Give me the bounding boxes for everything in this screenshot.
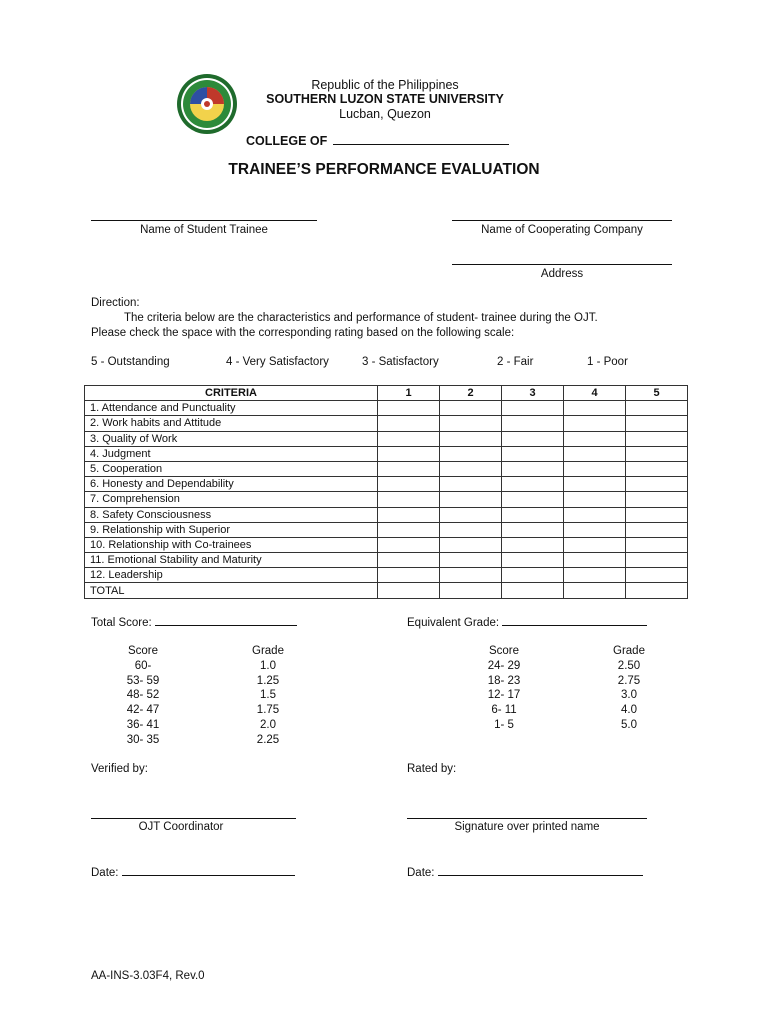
total-score-field[interactable] [91, 615, 297, 629]
college-field[interactable] [246, 134, 509, 148]
rating-cell-4[interactable] [564, 446, 626, 461]
rating-cell-4[interactable] [564, 461, 626, 476]
grade-value: 1.5 [260, 689, 276, 702]
grade-value: 4.0 [621, 704, 637, 717]
grade-row [459, 718, 679, 733]
table-row [85, 492, 688, 507]
rating-cell-1[interactable] [378, 431, 440, 446]
rating-cell-3[interactable] [502, 583, 564, 598]
rating-cell-2[interactable] [440, 507, 502, 522]
republic-heading: Republic of the Philippines [311, 78, 459, 92]
rating-header-2: 2 [440, 386, 502, 401]
coordinator-signature-line[interactable] [91, 818, 296, 819]
college-blank-line[interactable] [333, 134, 509, 145]
rating-cell-4[interactable] [564, 553, 626, 568]
rating-cell-4[interactable] [564, 431, 626, 446]
rating-cell-1[interactable] [378, 477, 440, 492]
scale-very-satisfactory: 4 - Very Satisfactory [226, 356, 329, 368]
table-row [85, 568, 688, 583]
rating-cell-4[interactable] [564, 537, 626, 552]
rating-header-4: 4 [564, 386, 626, 401]
rating-cell-3[interactable] [502, 431, 564, 446]
rating-cell-5[interactable] [626, 568, 688, 583]
rating-cell-2[interactable] [440, 537, 502, 552]
criteria-label: 4. Judgment [85, 446, 378, 461]
grade-value: 2.75 [617, 674, 641, 687]
grade-value: 1.75 [256, 704, 280, 717]
criteria-header-row [85, 386, 688, 401]
rating-cell-3[interactable] [502, 416, 564, 431]
grade-row [98, 659, 318, 674]
rating-cell-5[interactable] [626, 537, 688, 552]
rating-cell-2[interactable] [440, 492, 502, 507]
rating-cell-2[interactable] [440, 568, 502, 583]
grade-value: 2.25 [256, 733, 280, 746]
rating-cell-1[interactable] [378, 446, 440, 461]
ojt-coordinator-caption: OJT Coordinator [138, 821, 224, 833]
rating-cell-1[interactable] [378, 416, 440, 431]
direction-label: Direction: [91, 297, 140, 309]
rating-cell-4[interactable] [564, 507, 626, 522]
rating-cell-5[interactable] [626, 553, 688, 568]
score-range: 53- 59 [126, 674, 160, 687]
rating-cell-2[interactable] [440, 522, 502, 537]
criteria-label: 9. Relationship with Superior [85, 522, 378, 537]
address-line[interactable] [452, 264, 672, 265]
date-line-left[interactable] [122, 865, 295, 876]
criteria-label: 11. Emotional Stability and Maturity [85, 553, 378, 568]
equivalent-grade-label: Equivalent Grade: [407, 617, 500, 629]
score-range: 36- 41 [126, 718, 160, 731]
rating-cell-4[interactable] [564, 568, 626, 583]
score-range: 6- 11 [491, 704, 517, 717]
score-range: 48- 52 [126, 689, 160, 702]
table-row [85, 507, 688, 522]
criteria-label: 10. Relationship with Co-trainees [85, 537, 378, 552]
scale-outstanding: 5 - Outstanding [91, 356, 170, 368]
table-row [85, 553, 688, 568]
rating-cell-3[interactable] [502, 507, 564, 522]
rating-cell-4[interactable] [564, 492, 626, 507]
rating-cell-1[interactable] [378, 553, 440, 568]
table-row [85, 446, 688, 461]
criteria-label: 2. Work habits and Attitude [85, 416, 378, 431]
table-row [85, 431, 688, 446]
grade-header: Grade [613, 645, 645, 657]
university-location: Lucban, Quezon [339, 107, 431, 121]
rating-cell-1[interactable] [378, 583, 440, 598]
rating-cell-4[interactable] [564, 583, 626, 598]
grade-row [98, 688, 318, 703]
table-row [85, 401, 688, 416]
grade-header: Grade [252, 645, 284, 657]
rating-cell-4[interactable] [564, 522, 626, 537]
company-caption: Name of Cooperating Company [481, 224, 643, 236]
score-header: Score [127, 645, 159, 657]
date-field-left[interactable] [91, 865, 295, 879]
grade-value: 2.0 [260, 718, 276, 731]
rating-cell-1[interactable] [378, 492, 440, 507]
table-row [85, 583, 688, 598]
rating-cell-5[interactable] [626, 446, 688, 461]
rating-cell-5[interactable] [626, 522, 688, 537]
grade-row [459, 659, 679, 674]
table-row [85, 537, 688, 552]
grade-row [98, 718, 318, 733]
table-row [85, 461, 688, 476]
rating-cell-5[interactable] [626, 416, 688, 431]
rating-header-1: 1 [378, 386, 440, 401]
grade-value: 1.25 [256, 674, 280, 687]
grade-value: 5.0 [621, 718, 637, 731]
grade-row [459, 703, 679, 718]
rating-cell-3[interactable] [502, 492, 564, 507]
criteria-label: 12. Leadership [85, 568, 378, 583]
score-header: Score [488, 645, 520, 657]
rating-cell-3[interactable] [502, 401, 564, 416]
grade-table-left [98, 644, 318, 748]
equivalent-grade-field[interactable] [407, 615, 647, 629]
grade-header-row [459, 644, 679, 659]
rating-header-3: 3 [502, 386, 564, 401]
form-title: TRAINEE’S PERFORMANCE EVALUATION [228, 161, 540, 178]
rating-cell-1[interactable] [378, 401, 440, 416]
rating-cell-1[interactable] [378, 507, 440, 522]
grade-value: 1.0 [260, 659, 276, 672]
verified-by-label: Verified by: [91, 763, 148, 775]
rating-cell-5[interactable] [626, 477, 688, 492]
equivalent-grade-line[interactable] [502, 615, 647, 626]
rating-cell-4[interactable] [564, 416, 626, 431]
direction-line-2: Please check the space with the corresponding rating based on the following scale: [91, 327, 515, 339]
rating-cell-2[interactable] [440, 431, 502, 446]
student-trainee-line[interactable] [91, 220, 317, 221]
scale-fair: 2 - Fair [497, 356, 534, 368]
criteria-table [84, 385, 688, 599]
rating-cell-3[interactable] [502, 522, 564, 537]
criteria-label: 8. Safety Consciousness [85, 507, 378, 522]
date-field-right[interactable] [407, 865, 643, 879]
total-score-line[interactable] [155, 615, 297, 626]
total-score-label: Total Score: [91, 617, 152, 629]
company-line[interactable] [452, 220, 672, 221]
grade-row [98, 733, 318, 748]
score-range: 42- 47 [126, 704, 160, 717]
table-row [85, 416, 688, 431]
date-line-right[interactable] [438, 865, 643, 876]
direction-line-1: The criteria below are the characteristics and performance of student- trainee during the OJT. [124, 312, 598, 324]
grade-table-right [459, 644, 679, 733]
score-range: 24- 29 [487, 659, 521, 672]
rating-cell-5[interactable] [626, 461, 688, 476]
rating-cell-2[interactable] [440, 583, 502, 598]
criteria-label: 3. Quality of Work [85, 431, 378, 446]
address-caption: Address [540, 268, 584, 280]
rating-cell-4[interactable] [564, 477, 626, 492]
rating-cell-5[interactable] [626, 431, 688, 446]
rating-cell-2[interactable] [440, 477, 502, 492]
rating-cell-1[interactable] [378, 568, 440, 583]
score-range: 30- 35 [126, 733, 160, 746]
rating-header-5: 5 [626, 386, 688, 401]
criteria-label: TOTAL [85, 583, 378, 598]
rating-cell-1[interactable] [378, 461, 440, 476]
score-range: 60- [134, 659, 152, 672]
signature-name-caption: Signature over printed name [454, 821, 600, 833]
score-range: 12- 17 [487, 689, 521, 702]
rating-cell-3[interactable] [502, 477, 564, 492]
university-seal-logo [176, 73, 238, 135]
date-label-left: Date: [91, 867, 119, 879]
rating-cell-3[interactable] [502, 537, 564, 552]
rating-cell-2[interactable] [440, 416, 502, 431]
grade-row [459, 688, 679, 703]
grade-value: 2.50 [617, 659, 641, 672]
rating-cell-2[interactable] [440, 401, 502, 416]
rating-cell-3[interactable] [502, 461, 564, 476]
scale-poor: 1 - Poor [587, 356, 628, 368]
score-range: 1- 5 [494, 718, 514, 731]
table-row [85, 477, 688, 492]
rater-signature-line[interactable] [407, 818, 647, 819]
grade-row [459, 674, 679, 689]
rating-cell-2[interactable] [440, 446, 502, 461]
rating-cell-2[interactable] [440, 461, 502, 476]
rating-cell-4[interactable] [564, 401, 626, 416]
rating-cell-5[interactable] [626, 492, 688, 507]
college-label: COLLEGE OF [246, 134, 328, 148]
rating-cell-1[interactable] [378, 522, 440, 537]
date-label-right: Date: [407, 867, 435, 879]
rating-cell-3[interactable] [502, 568, 564, 583]
criteria-header: CRITERIA [85, 386, 378, 401]
rated-by-label: Rated by: [407, 763, 457, 775]
university-name: SOUTHERN LUZON STATE UNIVERSITY [266, 92, 504, 106]
scale-satisfactory: 3 - Satisfactory [362, 356, 439, 368]
criteria-label: 7. Comprehension [85, 492, 378, 507]
rating-cell-5[interactable] [626, 401, 688, 416]
form-code: AA-INS-3.03F4, Rev.0 [91, 970, 205, 982]
grade-header-row [98, 644, 318, 659]
rating-cell-3[interactable] [502, 553, 564, 568]
rating-cell-1[interactable] [378, 537, 440, 552]
rating-cell-5[interactable] [626, 507, 688, 522]
student-trainee-caption: Name of Student Trainee [140, 224, 268, 236]
criteria-label: 5. Cooperation [85, 461, 378, 476]
grade-row [98, 674, 318, 689]
rating-cell-3[interactable] [502, 446, 564, 461]
criteria-label: 1. Attendance and Punctuality [85, 401, 378, 416]
table-row [85, 522, 688, 537]
rating-cell-2[interactable] [440, 553, 502, 568]
score-range: 18- 23 [487, 674, 521, 687]
criteria-label: 6. Honesty and Dependability [85, 477, 378, 492]
rating-cell-5[interactable] [626, 583, 688, 598]
grade-value: 3.0 [621, 689, 637, 702]
grade-row [98, 703, 318, 718]
